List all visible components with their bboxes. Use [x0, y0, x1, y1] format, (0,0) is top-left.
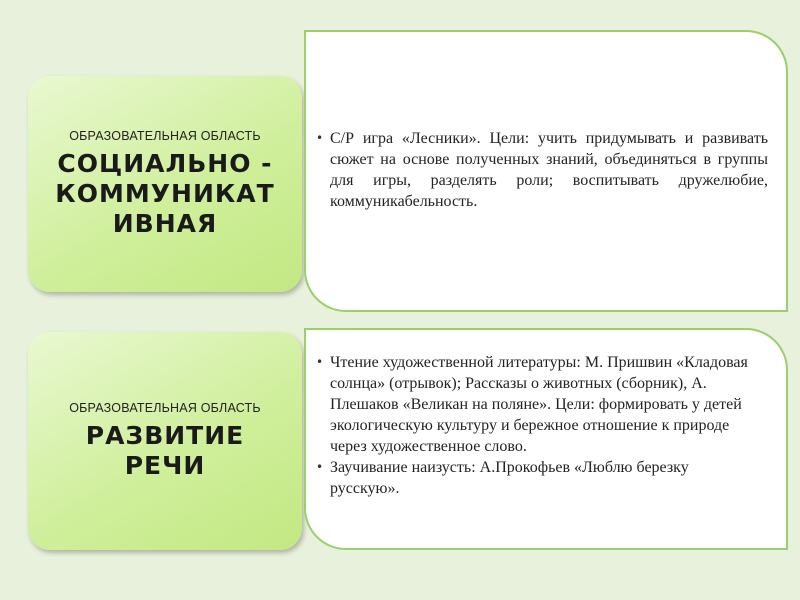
- section-social-communicative: [0, 28, 800, 314]
- bullet-text: С/Р игра «Лесники». Цели: учить придумывать и развивать сюжет на основе полученных знаний, объединяться в группы для игры, разделять роли; воспитывать дружелюбие, коммуникабельность.: [330, 130, 768, 210]
- area-caption: ОБРАЗОВАТЕЛЬНАЯ ОБЛАСТЬ: [69, 401, 261, 415]
- area-label-box: [28, 332, 302, 550]
- bullet-icon: •: [316, 355, 324, 369]
- list-item: [316, 128, 768, 212]
- area-label-box: [28, 76, 302, 292]
- bullet-list: [316, 128, 768, 212]
- area-caption: ОБРАЗОВАТЕЛЬНАЯ ОБЛАСТЬ: [69, 129, 261, 143]
- bullet-text: Чтение художественной литературы: М. Пришвин «Кладовая солнца» (отрывок); Рассказы о животных (сборник), А. Плешаков «Великан на поляне». Цели: формировать у детей экологическую культуру и бережное отношение к природе через художественное слово.: [330, 354, 748, 455]
- bullet-icon: •: [316, 131, 324, 145]
- section-speech-development: [0, 326, 800, 552]
- list-item: [316, 457, 762, 499]
- area-title: РАЗВИТИЕ РЕЧИ: [85, 421, 245, 480]
- area-title: СОЦИАЛЬНО - КОММУНИКАТ ИВНАЯ: [55, 149, 275, 238]
- bullet-list: [316, 352, 762, 499]
- area-content-box: [304, 328, 788, 550]
- area-content-box: [304, 30, 788, 312]
- bullet-text: Заучивание наизусть: А.Прокофьев «Люблю березку русскую».: [330, 459, 689, 497]
- list-item: [316, 352, 762, 457]
- bullet-icon: •: [316, 460, 324, 474]
